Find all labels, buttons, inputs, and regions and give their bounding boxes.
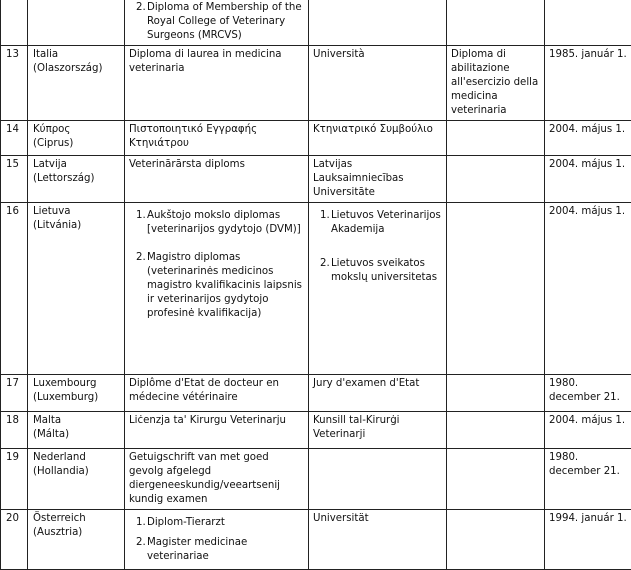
- diploma-cell: Veterinārārsta diploms: [125, 156, 309, 203]
- country-name: Luxembourg: [33, 377, 120, 391]
- country-cell: [28, 412, 125, 449]
- row-number: 14: [1, 121, 28, 156]
- country-name-hu: (Luxemburg): [33, 391, 120, 405]
- date-cell: 1980. december 21.: [545, 449, 631, 510]
- certificate-cell: [447, 0, 545, 46]
- date-cell: 2004. május 1.: [545, 156, 631, 203]
- country-cell: [28, 46, 125, 121]
- certificate-cell: [447, 412, 545, 449]
- list-item: 1. Diplom-Tierarzt: [136, 516, 304, 530]
- row-number: 17: [1, 375, 28, 412]
- country-name: Lietuva: [33, 205, 120, 219]
- date-cell: 2004. május 1.: [545, 203, 631, 375]
- country-name: Nederland: [33, 451, 120, 465]
- row-number: 15: [1, 156, 28, 203]
- awarding-body-cell: [309, 203, 447, 375]
- country-name: Malta: [33, 414, 120, 428]
- country-name-hu: (Ausztria): [33, 526, 120, 540]
- table-row: [1, 449, 631, 510]
- row-number: [1, 0, 28, 46]
- country-name-hu: (Hollandia): [33, 465, 120, 479]
- country-name-hu: (Ciprus): [33, 137, 120, 151]
- diploma-cell: Diploma di laurea in medicina veterinaria: [125, 46, 309, 121]
- awarding-body-cell: [309, 449, 447, 510]
- list-item: 1. Aukštojo mokslo diplomas [veterinarijos gydytojo (DVM)]: [136, 209, 304, 237]
- date-cell: [545, 0, 631, 46]
- awarding-body-cell: Jury d'examen d'Etat: [309, 375, 447, 412]
- diploma-cell: Liċenzja ta' Kirurgu Veterinarju: [125, 412, 309, 449]
- country-cell: [28, 121, 125, 156]
- certificate-cell: [447, 156, 545, 203]
- list-item: 2. Diploma of Membership of the Royal College of Veterinary Surgeons (MRCVS): [136, 1, 304, 43]
- country-name-hu: (Litvánia): [33, 219, 120, 233]
- table-row: [1, 510, 631, 570]
- row-number: 19: [1, 449, 28, 510]
- diploma-cell: [125, 0, 309, 46]
- diploma-cell: [125, 203, 309, 375]
- awarding-body-cell: Κτηνιατρικό Συμβούλιο: [309, 121, 447, 156]
- awarding-body-cell: Latvijas Lauksaimniecības Universitāte: [309, 156, 447, 203]
- certificate-cell: Diploma di abilitazione all'esercizio della medicina veterinaria: [447, 46, 545, 121]
- country-cell: [28, 203, 125, 375]
- country-cell: [28, 156, 125, 203]
- row-number: 18: [1, 412, 28, 449]
- table-row: [1, 203, 631, 375]
- country-cell: [28, 0, 125, 46]
- list-item: 2. Magistro diplomas (veterinarinės medicinos magistro kvalifikacinis laipsnis ir veterinarijos gydytojo profesinė kvalifikacija): [136, 251, 304, 321]
- table-row: [1, 156, 631, 203]
- certificate-cell: [447, 203, 545, 375]
- diploma-cell: Getuigschrift van met goed gevolg afgelegd diergeneeskundig/veeartsenij kundig examen: [125, 449, 309, 510]
- diploma-cell: Diplôme d'Etat de docteur en médecine vétérinaire: [125, 375, 309, 412]
- diploma-cell: [125, 510, 309, 570]
- date-cell: 1994. január 1.: [545, 510, 631, 570]
- awarding-body-cell: [309, 0, 447, 46]
- list-item: 1. Lietuvos Veterinarijos Akademija: [320, 209, 442, 237]
- country-name-hu: (Lettország): [33, 172, 120, 186]
- certificate-cell: [447, 121, 545, 156]
- table-row: [1, 412, 631, 449]
- country-name: Österreich: [33, 512, 120, 526]
- row-number: 16: [1, 203, 28, 375]
- awarding-body-cell: Universität: [309, 510, 447, 570]
- country-name: Κύπρος: [33, 123, 120, 137]
- diploma-cell: Πιστοποιητικό Εγγραφής Κτηνιάτρου: [125, 121, 309, 156]
- date-cell: 2004. május 1.: [545, 412, 631, 449]
- row-number: 13: [1, 46, 28, 121]
- table-row: [1, 121, 631, 156]
- table-row: [1, 0, 631, 46]
- awarding-body-cell: Università: [309, 46, 447, 121]
- table-row: [1, 46, 631, 121]
- country-name: Italia: [33, 48, 120, 62]
- country-name-hu: (Olaszország): [33, 62, 120, 76]
- table-row: [1, 375, 631, 412]
- date-cell: 2004. május 1.: [545, 121, 631, 156]
- country-name: Latvija: [33, 158, 120, 172]
- country-cell: [28, 510, 125, 570]
- list-item: 2. Lietuvos sveikatos mokslų universitetas: [320, 257, 442, 285]
- country-cell: [28, 449, 125, 510]
- row-number: 20: [1, 510, 28, 570]
- list-item: 2. Magister medicinae veterinariae: [136, 536, 304, 564]
- country-cell: [28, 375, 125, 412]
- date-cell: 1985. január 1.: [545, 46, 631, 121]
- date-cell: 1980. december 21.: [545, 375, 631, 412]
- awarding-body-cell: Kunsill tal-Kirurġi Veterinarji: [309, 412, 447, 449]
- certificate-cell: [447, 375, 545, 412]
- certificate-cell: [447, 510, 545, 570]
- certificate-cell: [447, 449, 545, 510]
- country-name-hu: (Málta): [33, 428, 120, 442]
